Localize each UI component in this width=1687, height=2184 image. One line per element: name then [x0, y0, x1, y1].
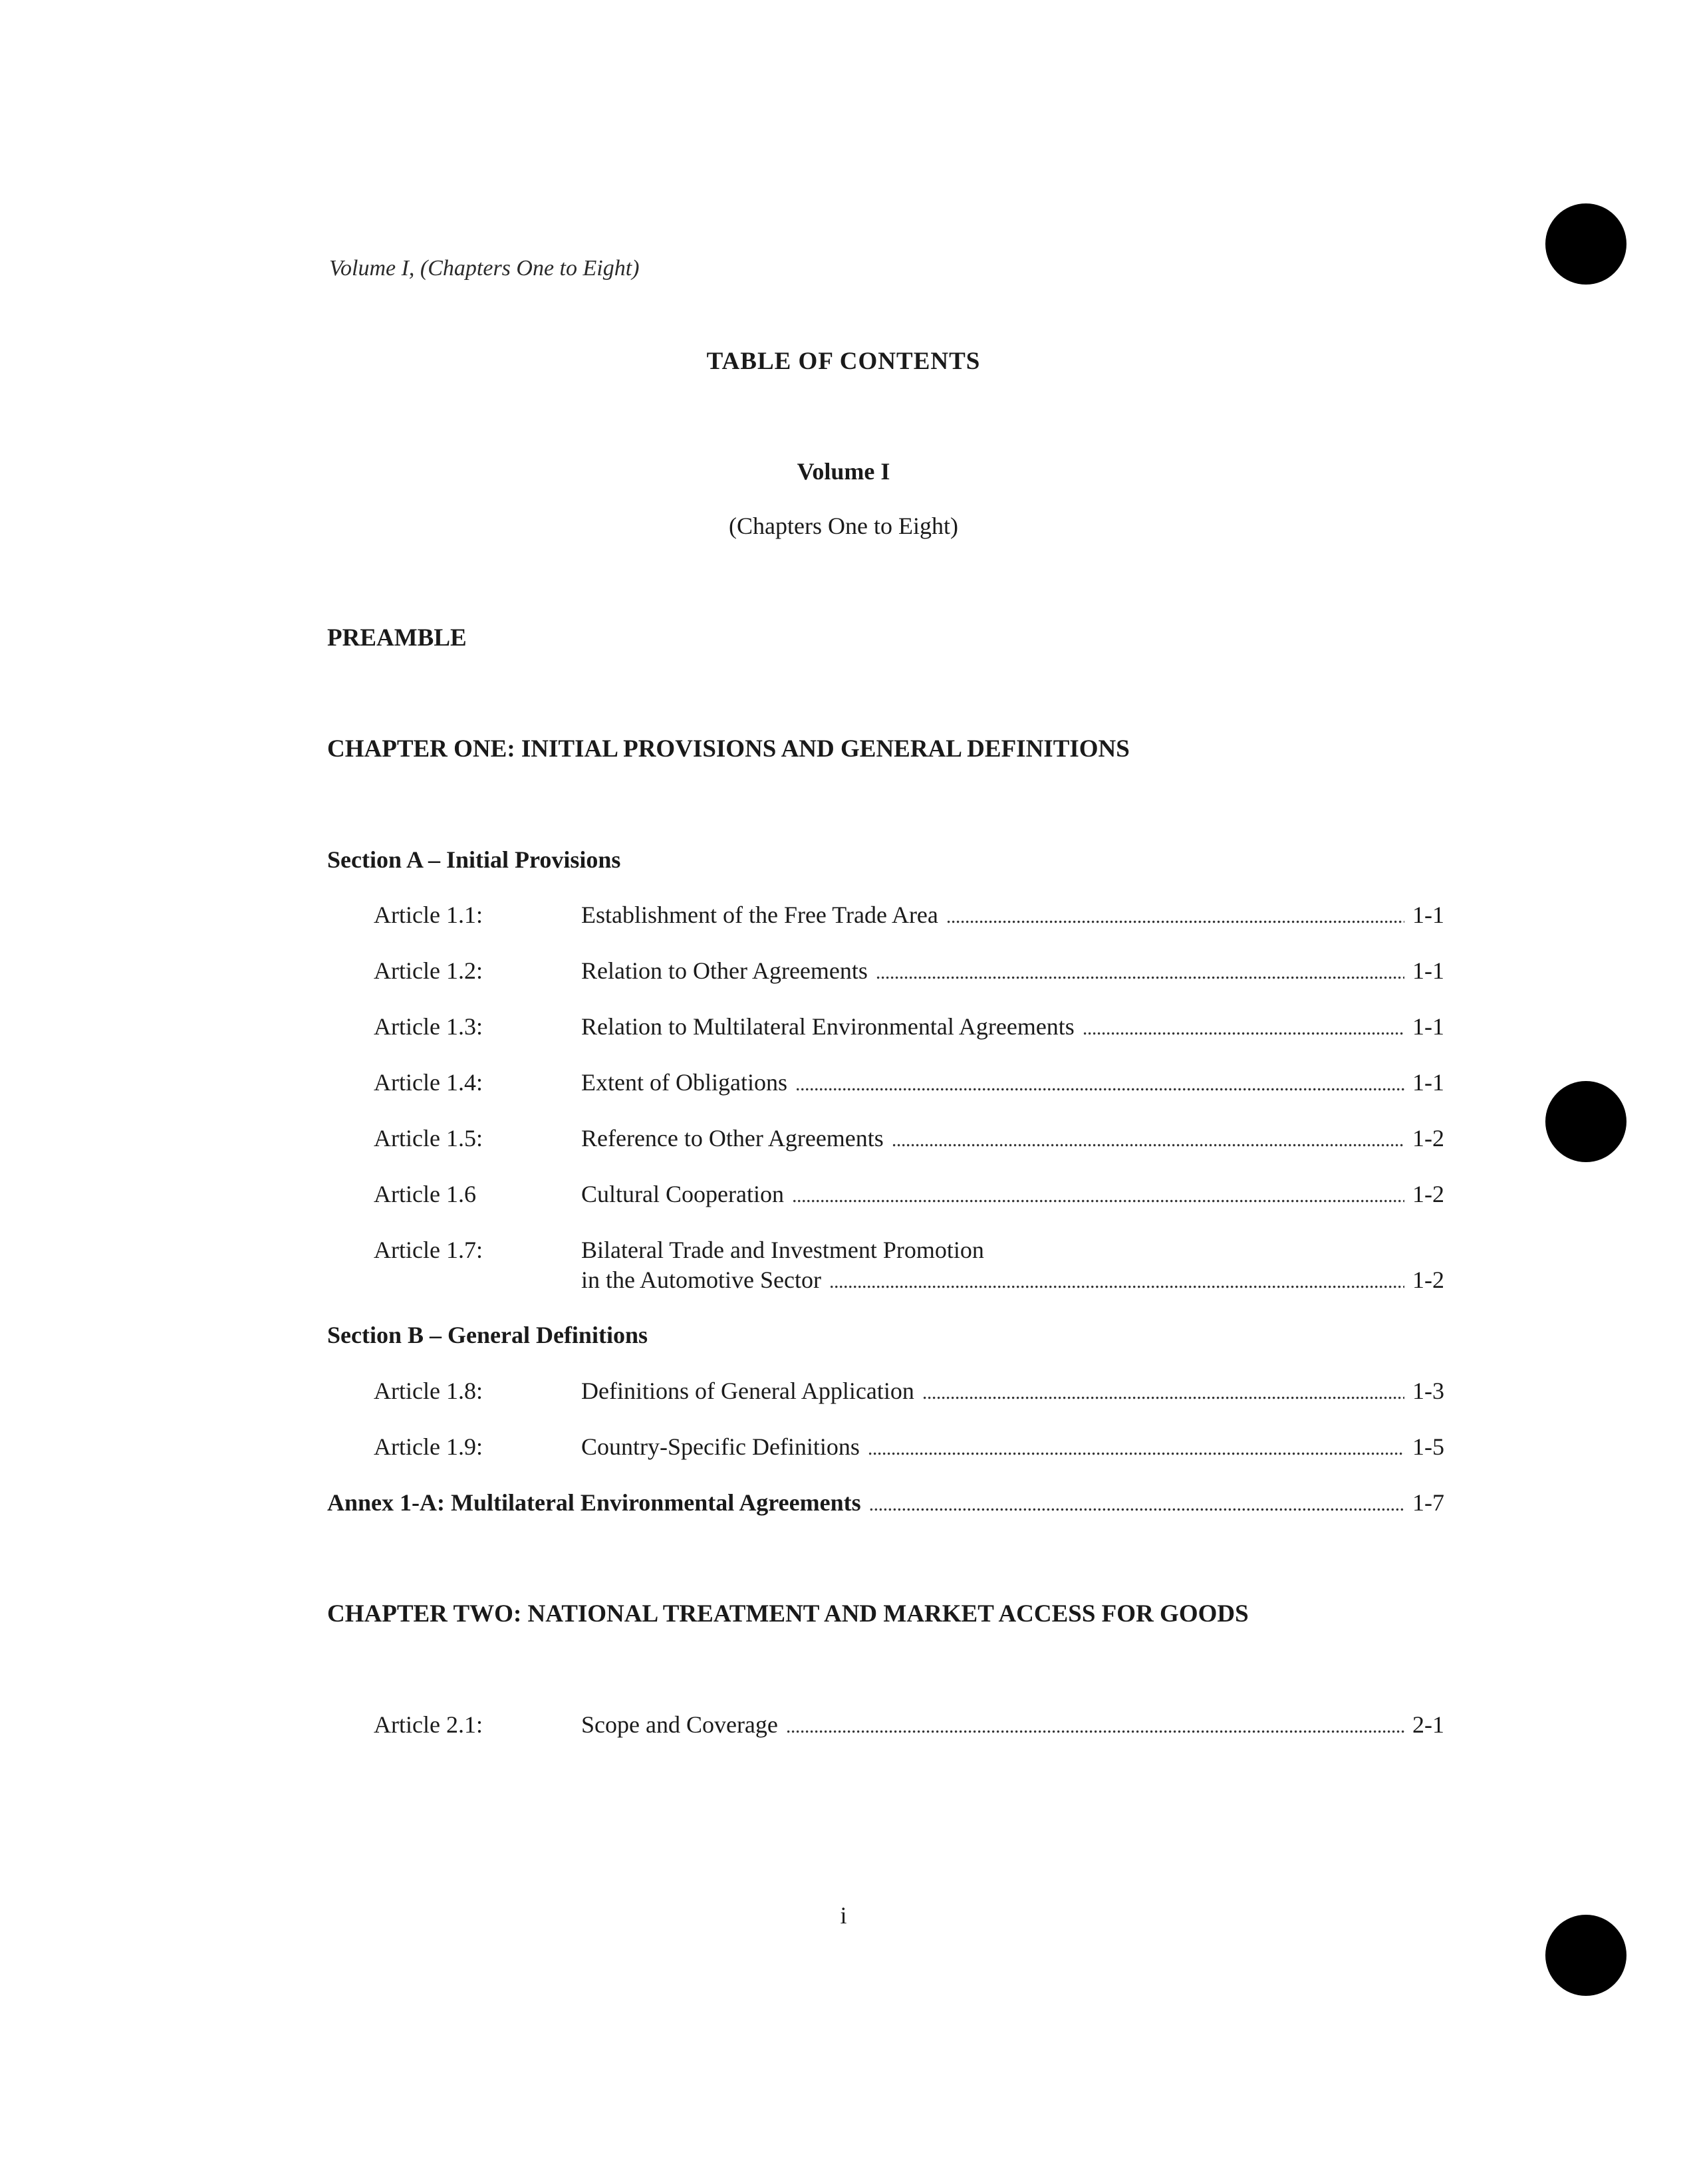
- dot-leader: [795, 1073, 1404, 1096]
- section-a-heading: Section A – Initial Provisions: [327, 846, 621, 873]
- article-title: Reference to Other Agreements: [581, 1125, 884, 1152]
- dot-leader: [876, 961, 1404, 984]
- volume-title: Volume I: [797, 458, 890, 485]
- toc-title: TABLE OF CONTENTS: [706, 348, 981, 375]
- page-number: 1-1: [1412, 1013, 1444, 1040]
- dot-leader: [1083, 1017, 1404, 1040]
- toc-entry[interactable]: [581, 1266, 1444, 1294]
- article-title: Country-Specific Definitions: [581, 1433, 860, 1460]
- page-number: 1-5: [1412, 1433, 1444, 1460]
- article-number: Article 1.6: [374, 1181, 476, 1207]
- article-number: Article 1.1:: [374, 902, 483, 928]
- dot-leader: [792, 1185, 1404, 1207]
- page-number: 1-2: [1412, 1181, 1444, 1207]
- article-title: Extent of Obligations: [581, 1069, 787, 1096]
- page-number: 1-7: [1412, 1489, 1444, 1516]
- article-number: Article 1.8:: [374, 1378, 483, 1404]
- running-header: Volume I, (Chapters One to Eight): [329, 256, 640, 281]
- article-number: Article 1.5:: [374, 1125, 483, 1152]
- article-number: Article 1.7:: [374, 1237, 483, 1263]
- section-b-heading: Section B – General Definitions: [327, 1322, 648, 1348]
- page-number: 1-2: [1412, 1125, 1444, 1152]
- toc-entry[interactable]: [581, 1377, 1444, 1405]
- toc-entry-annex[interactable]: [327, 1489, 1444, 1517]
- toc-entry[interactable]: [581, 1433, 1444, 1461]
- dot-leader: [829, 1271, 1404, 1293]
- toc-entry[interactable]: [581, 1068, 1444, 1096]
- page-number: 1-1: [1412, 1069, 1444, 1096]
- article-number: Article 2.1:: [374, 1711, 483, 1738]
- article-title: Definitions of General Application: [581, 1378, 914, 1404]
- chapter-two-heading: CHAPTER TWO: NATIONAL TREATMENT AND MARKET ACCESS FOR GOODS: [327, 1600, 1249, 1628]
- toc-entry[interactable]: [581, 1711, 1444, 1739]
- page-number: 2-1: [1412, 1711, 1444, 1738]
- dot-leader: [869, 1493, 1404, 1516]
- article-number: Article 1.4:: [374, 1069, 483, 1096]
- article-title: Cultural Cooperation: [581, 1181, 784, 1207]
- article-title: Relation to Other Agreements: [581, 957, 868, 984]
- punch-hole-middle: [1545, 1081, 1626, 1162]
- toc-entry[interactable]: [581, 1013, 1444, 1040]
- article-title: in the Automotive Sector: [581, 1267, 821, 1293]
- chapter-one-heading: CHAPTER ONE: INITIAL PROVISIONS AND GENERAL DEFINITIONS: [327, 735, 1130, 763]
- dot-leader: [922, 1382, 1404, 1404]
- page-folio: i: [840, 1902, 847, 1929]
- punch-hole-top: [1545, 203, 1626, 285]
- article-title: Relation to Multilateral Environmental Agreements: [581, 1013, 1075, 1040]
- annex-title: Annex 1-A: Multilateral Environmental Agreements: [327, 1489, 861, 1516]
- dot-leader: [786, 1715, 1404, 1738]
- page-number: 1-3: [1412, 1378, 1444, 1404]
- toc-entry[interactable]: [581, 1124, 1444, 1152]
- dot-leader: [868, 1437, 1404, 1460]
- article-number: Article 1.3:: [374, 1013, 483, 1040]
- toc-entry[interactable]: [581, 901, 1444, 929]
- toc-entry[interactable]: [581, 957, 1444, 985]
- article-number: Article 1.2:: [374, 957, 483, 984]
- page-number: 1-1: [1412, 957, 1444, 984]
- article-title: Scope and Coverage: [581, 1711, 778, 1738]
- page-number: 1-1: [1412, 902, 1444, 928]
- toc-entry[interactable]: [581, 1180, 1444, 1208]
- dot-leader: [892, 1129, 1404, 1152]
- preamble-heading: PREAMBLE: [327, 624, 467, 652]
- dot-leader: [946, 906, 1404, 928]
- article-title: Establishment of the Free Trade Area: [581, 902, 938, 928]
- article-number: Article 1.9:: [374, 1433, 483, 1460]
- volume-subtitle: (Chapters One to Eight): [729, 513, 958, 539]
- page-number: 1-2: [1412, 1267, 1444, 1293]
- article-title-line1: Bilateral Trade and Investment Promotion: [581, 1237, 984, 1263]
